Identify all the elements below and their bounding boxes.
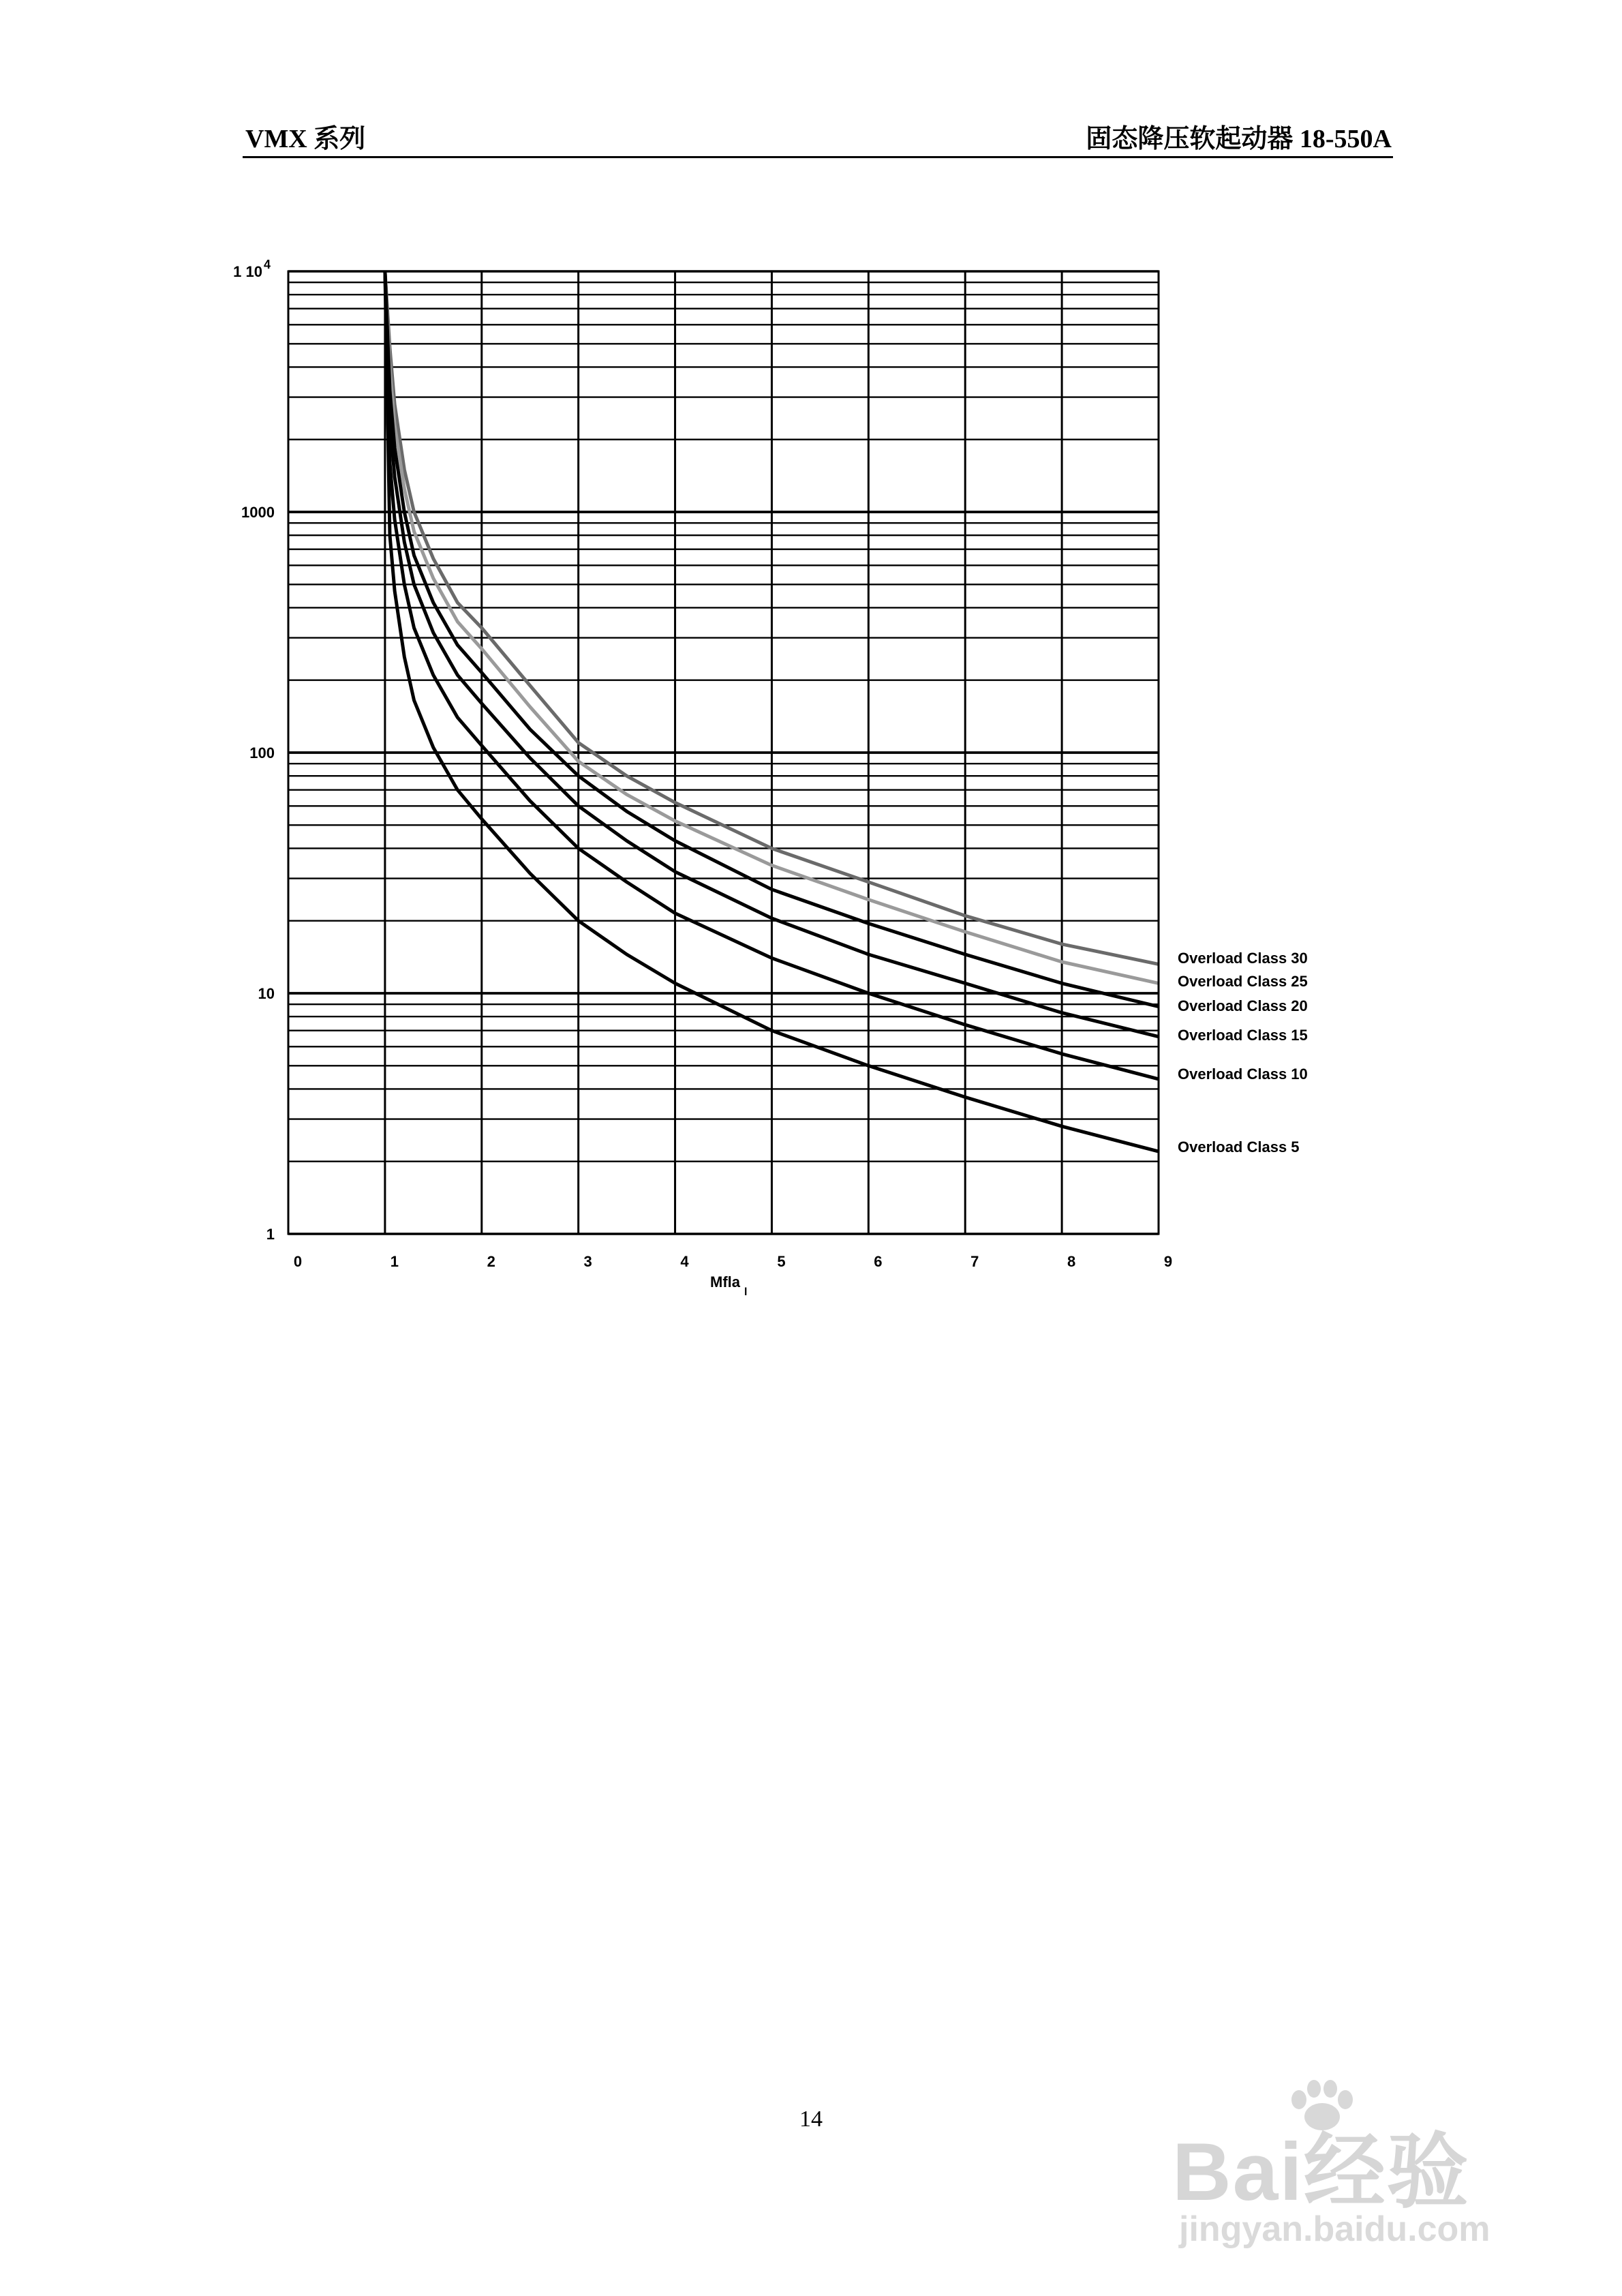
x-tick-label: 2 <box>487 1253 495 1270</box>
series-labels <box>1178 950 1308 1155</box>
series-label: Overload Class 25 <box>1178 973 1308 990</box>
x-tick-label: 3 <box>583 1253 592 1270</box>
watermark-url: jingyan.baidu.com <box>1179 2209 1490 2249</box>
x-tick-labels <box>294 1253 1172 1270</box>
y-tick-label: 100 <box>249 744 275 761</box>
header-series-title: VMX 系列 <box>245 125 366 153</box>
series-label: Overload Class 30 <box>1178 950 1308 967</box>
y-tick-label: 10 <box>258 985 275 1002</box>
x-axis-label-subscript: l <box>744 1286 748 1298</box>
x-tick-label: 8 <box>1067 1253 1076 1270</box>
header-product-title: 固态降压软起动器 18-550A <box>1086 125 1392 153</box>
x-tick-label: 4 <box>680 1253 689 1270</box>
series-label: Overload Class 20 <box>1178 997 1308 1014</box>
chart-grid <box>288 271 1159 1234</box>
y-tick-exponent: 4 <box>264 258 271 271</box>
y-tick-label: 1 <box>266 1226 275 1243</box>
x-tick-label: 6 <box>874 1253 883 1270</box>
y-tick-labels <box>233 258 275 1243</box>
watermark-brand: Bai经验 <box>1172 2126 1470 2218</box>
baidu-watermark <box>1159 2079 1540 2256</box>
page-number: 14 <box>799 2106 823 2132</box>
series-label: Overload Class 10 <box>1178 1066 1308 1083</box>
series-label: Overload Class 5 <box>1178 1138 1300 1155</box>
x-tick-label: 5 <box>777 1253 786 1270</box>
x-axis-label: Mfla <box>710 1273 740 1290</box>
x-tick-label: 7 <box>970 1253 979 1270</box>
series-label: Overload Class 15 <box>1178 1027 1308 1044</box>
y-tick-label: 1 10 <box>233 263 262 280</box>
x-tick-label: 9 <box>1163 1253 1173 1270</box>
x-tick-label: 0 <box>293 1253 303 1270</box>
y-tick-label: 1000 <box>241 504 275 521</box>
x-tick-label: 1 <box>390 1253 399 1270</box>
